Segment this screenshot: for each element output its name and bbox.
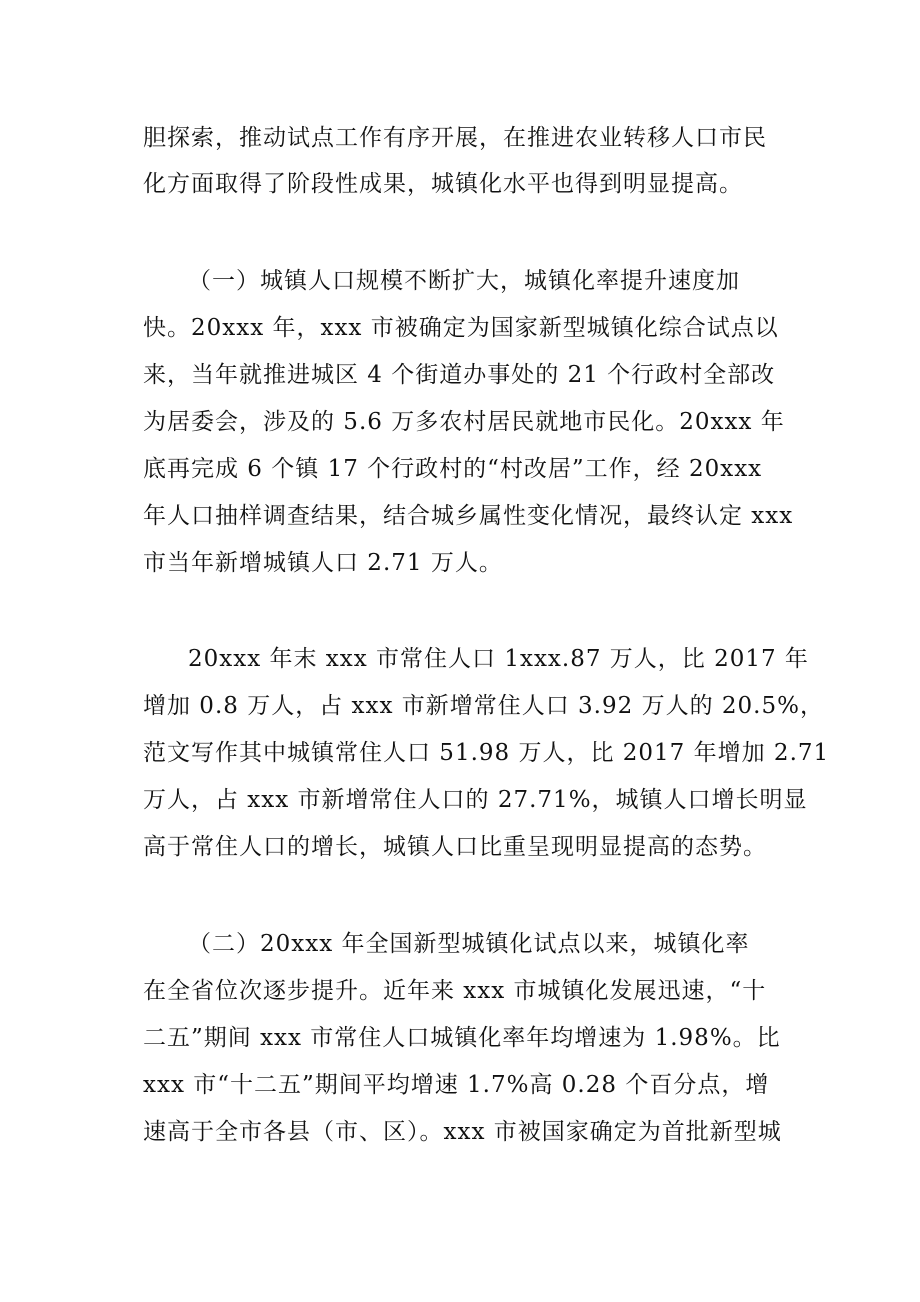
paragraph-line: 20xxx 年末 xxx 市常住人口 1xxx.87 万人，比 2017 年 <box>188 646 809 672</box>
paragraph-line: 增加 0.8 万人，占 xxx 市新增常住人口 3.92 万人的 20.5%， <box>143 693 824 719</box>
paragraph-line: 万人，占 xxx 市新增常住人口的 27.71%，城镇人口增长明显 <box>143 787 808 813</box>
paragraph-line: xxx 市“十二五”期间平均增速 1.7%高 0.28 个百分点，增 <box>143 1072 770 1098</box>
paragraph-line: 底再完成 6 个镇 17 个行政村的“村改居”工作，经 20xxx <box>143 456 763 482</box>
paragraph-line: 快。20xxx 年，xxx 市被确定为国家新型城镇化综合试点以 <box>143 315 779 341</box>
paragraph-line: 二五”期间 xxx 市常住人口城镇化率年均增速为 1.98%。比 <box>143 1025 781 1051</box>
paragraph-line: 年人口抽样调查结果，结合城乡属性变化情况，最终认定 xxx <box>143 503 794 529</box>
paragraph-line: 为居委会，涉及的 5.6 万多农村居民就地市民化。20xxx 年 <box>143 409 785 435</box>
paragraph-line: 胆探索，推动试点工作有序开展，在推进农业转移人口市民 <box>143 125 767 151</box>
paragraph-line: 在全省位次逐步提升。近年来 xxx 市城镇化发展迅速，“十 <box>143 978 767 1004</box>
paragraph-line: 范文写作其中城镇常住人口 51.98 万人，比 2017 年增加 2.71 <box>143 740 830 766</box>
paragraph-line: 速高于全市各县（市、区）。xxx 市被国家确定为首批新型城 <box>143 1119 782 1145</box>
paragraph-line: 市当年新增城镇人口 2.71 万人。 <box>143 550 503 576</box>
paragraph-line: （一）城镇人口规模不断扩大，城镇化率提升速度加 <box>188 268 740 294</box>
paragraph-line: 化方面取得了阶段性成果，城镇化水平也得到明显提高。 <box>143 171 743 197</box>
paragraph-line: 高于常住人口的增长，城镇人口比重呈现明显提高的态势。 <box>143 834 767 860</box>
paragraph-line: （二）20xxx 年全国新型城镇化试点以来，城镇化率 <box>188 931 750 957</box>
paragraph-line: 来，当年就推进城区 4 个街道办事处的 21 个行政村全部改 <box>143 362 776 388</box>
